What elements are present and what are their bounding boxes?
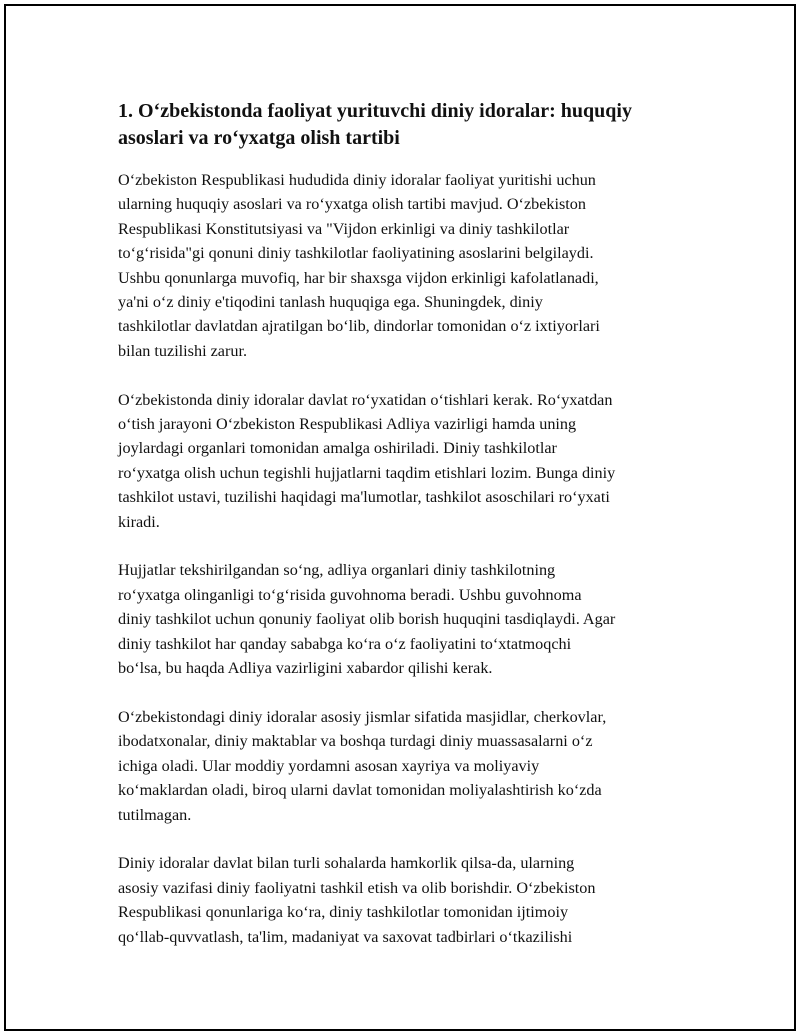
paragraph-3: Hujjatlar tekshirilgandan so‘ng, adliya organlari diniy tashkilotning ro‘yxatga olinganligi to‘g‘risida guvohnoma beradi. Ushbu guvohnoma diniy tashkilot uchun qonuniy faoliyat olib borish huquqini tasdiqlaydi. Agar diniy tashkilot har qanday sababga ko‘ra o‘z faoliyatini to‘xtatmoqchi bo‘lsa, bu haqda Adliya vazirligini xabardor qilishi kerak.	[118, 561, 616, 678]
paragraph-5: Diniy idoralar davlat bilan turli sohalarda hamkorlik qilsa-da, ularning asosiy vazifasi diniy faoliyatni tashkil etish va olib borishdir. O‘zbekiston Respublikasi qonunlariga ko‘ra, diniy tashkilotlar tomonidan ijtimoiy qo‘llab-quvvatlash, ta'lim, madaniyat va saxovat tadbirlari o‘tkazilishi	[118, 854, 596, 946]
paragraph-2: O‘zbekistonda diniy idoralar davlat ro‘yxatidan o‘tishlari kerak. Ro‘yxatdan o‘tish jarayoni O‘zbekiston Respublikasi Adliya vazirligi hamda uning joylardagi organlari tomonidan amalga oshiriladi. Diniy tashkilotlar ro‘yxatga olish uchun tegishli hujjatlarni taqdim etishlari lozim. Bunga diniy tashkilot ustavi, tuzilishi haqidagi ma'lumotlar, tashkilot asoschilari ro‘yxati kiradi.	[118, 390, 616, 531]
document-body	[118, 98, 703, 973]
paragraph-1: O‘zbekiston Respublikasi hududida diniy idoralar faoliyat yuritishi uchun ularning huquqiy asoslari va ro‘yxatga olish tartibi mavjud. O‘zbekiston Respublikasi Konstitutsiyasi va "Vijdon erkinligi va diniy tashkilotlar to‘g‘risida"gi qonuni diniy tashkilotlar faoliyatining asoslarini belgilaydi. Ushbu qonunlarga muvofiq, har bir shaxsga vijdon erkinligi kafolatlanadi, ya'ni o‘z diniy e'tiqodini tanlash huquqiga ega. Shuningdek, diniy tashkilotlar davlatdan ajratilgan bo‘lib, dindorlar tomonidan o‘z ixtiyorlari bilan tuzilishi zarur.	[118, 171, 600, 360]
document-page	[4, 4, 796, 1031]
section-heading: 1. O‘zbekistonda faoliyat yurituvchi diniy idoralar: huquqiy asoslari va ro‘yxatga olish tartibi	[118, 100, 632, 149]
paragraph-4: O‘zbekistondagi diniy idoralar asosiy jismlar sifatida masjidlar, cherkovlar, ibodatxonalar, diniy maktablar va boshqa turdagi diniy muassasalarni o‘z ichiga oladi. Ular moddiy yordamni asosan xayriya va moliyaviy ko‘maklardan oladi, biroq ularni davlat tomonidan moliyalashtirish ko‘zda tutilmagan.	[118, 707, 607, 824]
